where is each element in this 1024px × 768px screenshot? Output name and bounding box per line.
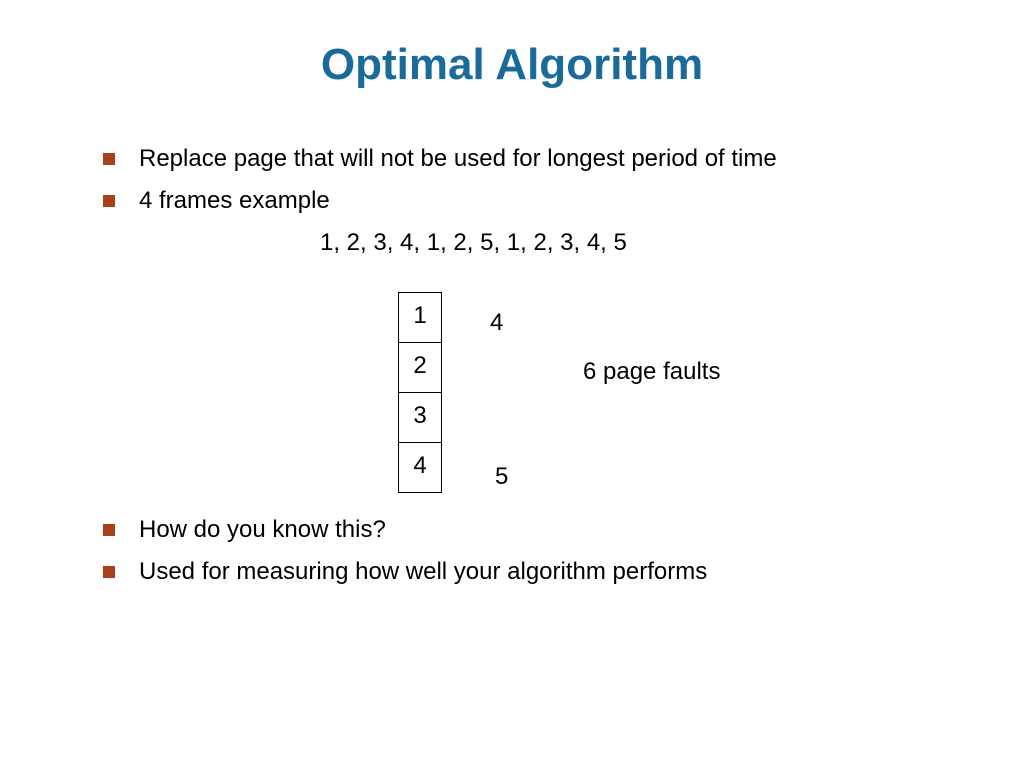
reference-string: 1, 2, 3, 4, 1, 2, 5, 1, 2, 3, 4, 5 — [320, 229, 627, 256]
frame-cell — [399, 443, 441, 493]
frame-value: 4 — [413, 452, 427, 479]
square-bullet-icon — [103, 153, 115, 165]
square-bullet-icon — [103, 195, 115, 207]
replacement-annotation-top: 4 — [490, 309, 504, 336]
square-bullet-icon — [103, 524, 115, 536]
slide-title: Optimal Algorithm — [320, 40, 704, 89]
square-bullet-icon — [103, 566, 115, 578]
frame-table — [398, 292, 442, 493]
frame-cell — [399, 393, 441, 443]
page-faults-label: 6 page faults — [583, 358, 721, 385]
frame-value: 2 — [413, 352, 427, 379]
bullet-text: How do you know this? — [139, 516, 386, 543]
bullet-text: Replace page that will not be used for longest period of time — [139, 145, 777, 172]
replacement-annotation-bottom: 5 — [495, 463, 509, 490]
bullet-text: Used for measuring how well your algorithm performs — [139, 558, 708, 585]
bullet-text: 4 frames example — [139, 187, 330, 214]
frame-cell — [399, 343, 441, 393]
frame-value: 1 — [413, 302, 427, 329]
frame-cell — [399, 293, 441, 343]
frame-value: 3 — [413, 402, 427, 429]
